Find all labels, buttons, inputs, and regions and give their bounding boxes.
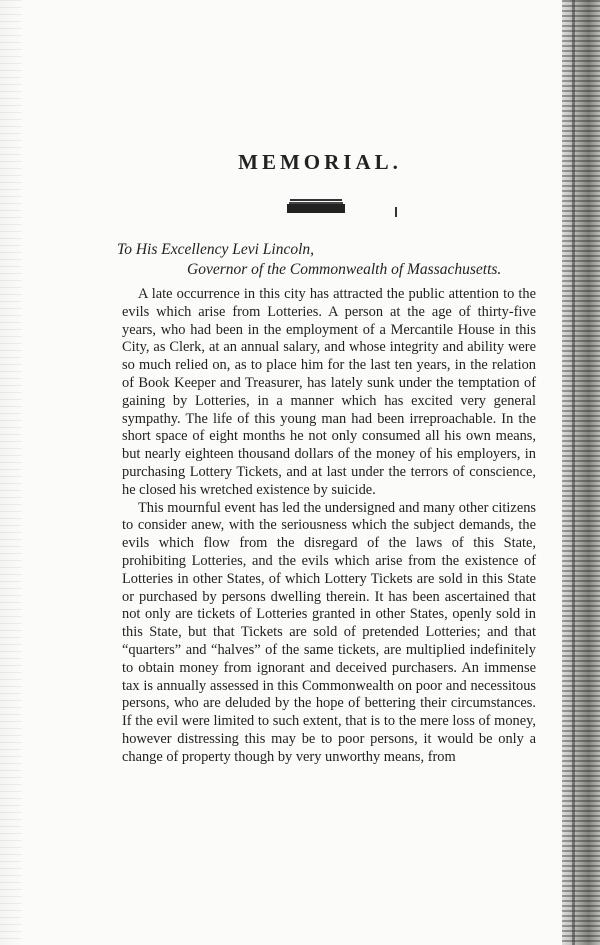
- paragraph-1: A late occurrence in this city has attracted the public attention to the evils which arise from Lotteries. A person at the age of thirty-five years, who had been in the employment of a Mercantile House in this City, as Clerk, at an annual salary, and whose integrity and ability were so much relied on, as to place him for the last ten years, in the relation of Book Keeper and Treasurer, has lately sunk under the temptation of gaining by Lotteries, in a manner which has excited very general sympathy. The life of this young man had been irreproachable. In the short space of eight months he not only consumed all his own means, but nearly eighteen thousand dollars of the money of his employers, in purchasing Lottery Tickets, and at last under the terrors of conscience, he closed his wretched existence by suicide.: [122, 286, 536, 498]
- rule-tick-mark: [395, 207, 397, 217]
- memorial-body: [122, 286, 536, 767]
- title-rule-top: [290, 199, 342, 201]
- paragraph-2: This mournful event has led the undersigned and many other citizens to consider anew, with the seriousness which the subject demands, the evils which flow from the disregard of the laws of this State, prohibiting Lotteries, and the evils which arise from the existence of Lotteries in other States, of which Lottery Tickets are sold in this State or purchased by persons dwelling therein. It has been ascertained that not only are tickets of Lotteries granted in other States, openly sold in this State, but that Tickets are sold of pretended Lotteries; and that “quarters” and “halves” of the same tickets, are multiplied indefinitely to obtain money from ignorant and deceived purchasers. An immense tax is annually assessed in this Commonwealth on poor and necessitous persons, who are deluded by the hope of bettering their circumstances. If the evil were limited to such extent, that is to the mere loss of money, however distressing this may be to poor persons, it would be only a change of property though by very unworthy means, from: [122, 499, 536, 765]
- binding-line: [572, 0, 575, 945]
- salutation-line-1: To His Excellency Levi Lincoln,: [117, 241, 315, 258]
- binding-edge: [562, 0, 600, 945]
- document-title: MEMORIAL.: [238, 150, 402, 174]
- left-margin-bleed: [0, 0, 22, 945]
- title-rule: [287, 204, 345, 213]
- salutation: [117, 240, 501, 280]
- salutation-line-2: Governor of the Commonwealth of Massachusetts.: [187, 261, 502, 278]
